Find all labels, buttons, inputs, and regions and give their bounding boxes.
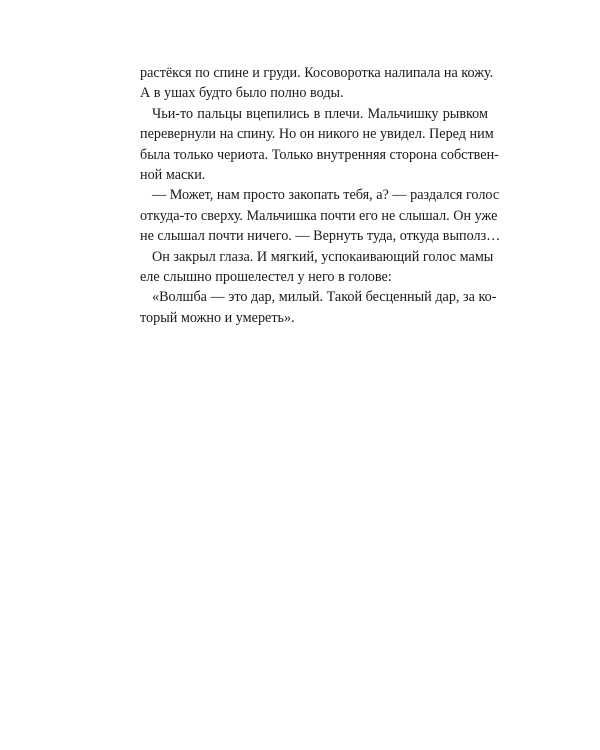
text-line: не слышал почти ничего. — Вернуть туда, откуда выполз…: [140, 228, 501, 245]
body-text: [140, 63, 501, 328]
text-line: Чьи-то пальцы вцепились в плечи. Мальчишку рывком: [152, 105, 488, 122]
text-line: откуда-то сверху. Мальчишка почти его не слышал. Он уже: [140, 207, 498, 224]
paragraph: [140, 104, 499, 186]
text-line: А в ушах будто было полно воды.: [140, 85, 344, 102]
text-line: «Волшба — это дар, милый. Такой бесценный дар, за ко-: [152, 289, 497, 306]
text-line: ной маски.: [140, 167, 206, 184]
text-line: растёкся по спине и груди. Косоворотка налипала на кожу.: [140, 65, 494, 81]
paragraph: [140, 247, 494, 288]
text-line: Он закрыл глаза. И мягкий, успокаивающий голос мамы: [152, 248, 494, 265]
paragraph: [140, 63, 494, 104]
text-line: была только чериота. Только внутренняя сторона собствен-: [140, 146, 499, 163]
text-line: торый можно и умереть».: [140, 309, 295, 326]
text-line: перевернули на спину. Но он никого не увидел. Перед ним: [140, 126, 494, 143]
text-line: — Может, нам просто закопать тебя, а? — раздался голос: [152, 187, 500, 204]
paragraph: [140, 185, 501, 246]
paragraph: [140, 287, 497, 328]
text-line: еле слышно прошелестел у него в голове:: [140, 269, 392, 286]
